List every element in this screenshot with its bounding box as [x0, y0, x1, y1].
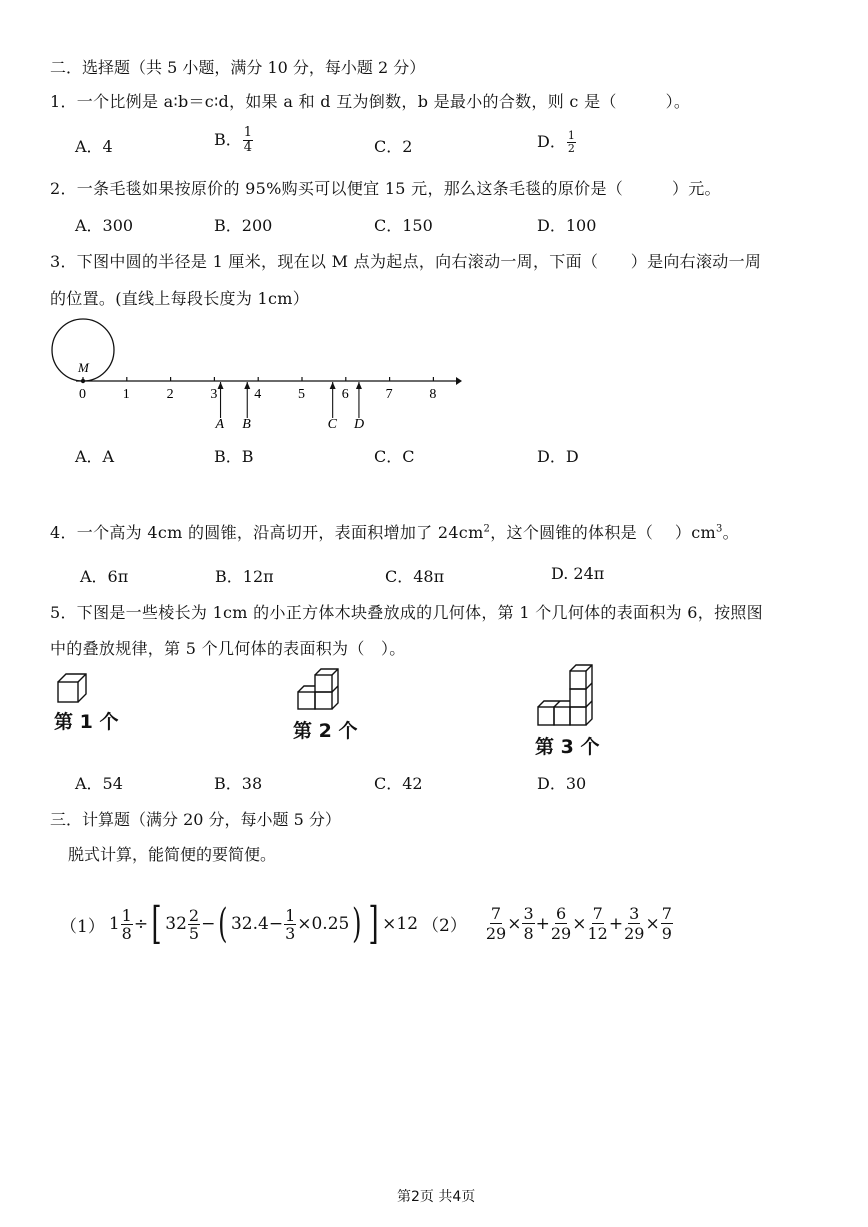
- q4-option-b: B．12π: [215, 567, 274, 586]
- minus-sign: −: [268, 914, 284, 934]
- fraction-numerator: 1: [243, 125, 253, 140]
- question-3-text-line1: 3．下图中圆的半径是 1 厘米，现在以 M 点为起点，向右滚动一周，下面（ ）是向右滚动一周: [50, 252, 762, 271]
- rolling-circle-diagram: [40, 318, 470, 433]
- fraction-denominator: 29: [550, 924, 572, 943]
- tick-label-8: 8: [429, 387, 437, 402]
- arrow-label-D: D: [353, 417, 365, 432]
- times-sign: ×: [645, 913, 660, 934]
- fraction-numerator: 3: [629, 904, 640, 923]
- fraction-numerator: 7: [592, 904, 603, 923]
- fraction-3-29: [624, 904, 644, 943]
- q4-option-c: C．48π: [385, 567, 445, 586]
- right-bracket: ]: [368, 898, 379, 949]
- fraction-denominator: 12: [587, 924, 608, 943]
- q5-option-b: B．38: [214, 774, 263, 793]
- fraction-7-29: [486, 904, 506, 943]
- q2-option-b: B．200: [214, 216, 273, 235]
- number-line-arrowhead: [456, 377, 462, 385]
- arrow-label-C: C: [327, 417, 338, 432]
- fraction-numerator: 2: [188, 905, 200, 925]
- q1-option-b-fraction: [243, 126, 253, 155]
- right-paren: ): [352, 901, 362, 947]
- arrowhead-B: [244, 382, 250, 389]
- fraction-6-29: [551, 904, 571, 943]
- cube-figure-3: [534, 664, 598, 734]
- tick-label-0: 0: [79, 387, 86, 402]
- q4-text-pre: 4．一个高为 4cm 的圆锥，沿高切开，表面积增加了 24cm: [50, 523, 484, 542]
- fraction-numerator: 1: [567, 129, 575, 142]
- minus-sign: −: [201, 914, 216, 934]
- arrowhead-C: [330, 382, 336, 389]
- fraction-denominator: 8: [121, 923, 132, 943]
- fraction-numerator: 1: [285, 905, 296, 925]
- q1-option-a: A．4: [75, 137, 113, 156]
- tick-label-4: 4: [254, 387, 262, 402]
- fraction-7-12: [587, 904, 607, 943]
- problem-2: [422, 904, 674, 943]
- q2-option-c: C．150: [374, 216, 433, 235]
- q4-text-end: 。: [722, 523, 739, 542]
- divide-sign: ÷: [133, 914, 149, 934]
- fraction-2-5: [188, 907, 200, 942]
- question-1-text: 1．一个比例是 a∶b＝c∶d，如果 a 和 d 互为倒数，b 是最小的合数，则 c 是（ ）。: [50, 92, 691, 111]
- question-2-text: 2．一条毛毯如果按原价的 95%购买可以便宜 15 元，那么这条毛毯的原价是（ ）元。: [50, 179, 721, 198]
- q4-option-d: D. 24π: [551, 564, 605, 583]
- plus-sign: +: [608, 913, 624, 934]
- tick-label-6: 6: [341, 387, 349, 402]
- q3-option-a: A．A: [75, 447, 115, 466]
- q1-option-c: C．2: [374, 137, 413, 156]
- q3-option-b: B．B: [214, 447, 254, 466]
- fraction-7-9: [661, 904, 673, 943]
- question-3-text-line2: 的位置。(直线上每段长度为 1cm）: [50, 289, 310, 308]
- fraction-numerator: 7: [490, 904, 502, 923]
- cube-figure-1: [54, 670, 94, 710]
- q4-text-mid: ，这个圆锥的体积是（ ）cm: [490, 523, 716, 542]
- q1-option-d-prefix: D．: [537, 132, 566, 151]
- q3-option-d: D．D: [537, 447, 579, 466]
- fraction-denominator: 29: [485, 924, 507, 943]
- figure-1-label: 第 1 个: [54, 711, 119, 733]
- fraction-denominator: 5: [188, 923, 200, 943]
- times-sign: ×: [507, 913, 522, 934]
- fraction-denominator: 4: [243, 140, 253, 155]
- fraction-denominator: 8: [523, 924, 534, 943]
- section-2-title: 二．选择题（共 5 小题，满分 10 分，每小题 2 分）: [50, 58, 426, 77]
- figure-3-label: 第 3 个: [535, 736, 600, 758]
- q1-option-b-prefix: B．: [214, 130, 242, 149]
- q5-option-c: C．42: [374, 774, 423, 793]
- fraction-numerator: 7: [661, 904, 672, 923]
- cube-figure-2: [294, 668, 344, 718]
- problem-1: [60, 898, 419, 949]
- q4-sup-3: 3: [715, 523, 723, 535]
- q1-option-d-fraction: [567, 130, 576, 155]
- times-sign: ×: [572, 913, 587, 934]
- fraction-1-8: [121, 907, 133, 942]
- figure-2-label: 第 2 个: [293, 720, 358, 742]
- q1-option-b: [214, 126, 254, 155]
- fraction-1-3: [284, 907, 296, 942]
- arrowhead-D: [356, 382, 362, 389]
- arrow-label-A: A: [215, 417, 225, 432]
- question-5-text-line1: 5．下图是一些棱长为 1cm 的小正方体木块叠放成的几何体，第 1 个几何体的表面积为 6，按照图: [50, 603, 763, 622]
- q5-option-d: D．30: [537, 774, 587, 793]
- q1-option-d: [537, 129, 577, 155]
- plus-sign: +: [535, 913, 550, 934]
- fraction-numerator: 3: [523, 904, 534, 923]
- left-bracket: [: [151, 898, 162, 949]
- mixed-whole: 1: [108, 914, 120, 934]
- problem-2-label: （2）: [422, 916, 467, 936]
- fraction-numerator: 6: [555, 904, 567, 923]
- left-paren: (: [218, 901, 228, 947]
- arrowhead-A: [218, 382, 224, 389]
- section-3-title: 三．计算题（满分 20 分，每小题 5 分）: [50, 810, 341, 829]
- fraction-3-8: [522, 904, 534, 943]
- tick-label-1: 1: [122, 387, 130, 402]
- question-5-text-line2: 中的叠放规律，第 5 个几何体的表面积为（ ）。: [50, 639, 406, 658]
- tick-label-7: 7: [385, 387, 393, 402]
- arrow-label-B: B: [242, 417, 251, 432]
- fraction-denominator: 2: [567, 142, 575, 155]
- q4-option-a: A．6π: [80, 567, 129, 586]
- times-12: ×12: [382, 914, 419, 934]
- question-4-text: [50, 520, 739, 543]
- tick-label-2: 2: [166, 387, 174, 402]
- q4-sup-2: 2: [483, 523, 491, 535]
- fraction-denominator: 9: [661, 924, 672, 943]
- fraction-denominator: 29: [624, 924, 645, 943]
- q3-option-c: C．C: [374, 447, 415, 466]
- problem-1-label: （1）: [60, 916, 105, 937]
- q2-option-a: A．300: [75, 216, 134, 235]
- number-32-4: 32.4: [230, 914, 269, 934]
- times-0-25: ×0.25: [297, 914, 350, 934]
- q5-option-a: A．54: [75, 774, 123, 793]
- section-3-instruction: 脱式计算，能简便的要简便。: [68, 845, 277, 864]
- tick-label-3: 3: [210, 387, 218, 402]
- fraction-numerator: 1: [121, 905, 132, 925]
- point-m-label: M: [78, 360, 89, 375]
- q2-option-d: D．100: [537, 216, 597, 235]
- number-32: 32: [165, 914, 187, 934]
- tick-label-5: 5: [298, 387, 305, 402]
- fraction-denominator: 3: [285, 923, 296, 943]
- page-footer: 第2页 共4页: [397, 1189, 476, 1205]
